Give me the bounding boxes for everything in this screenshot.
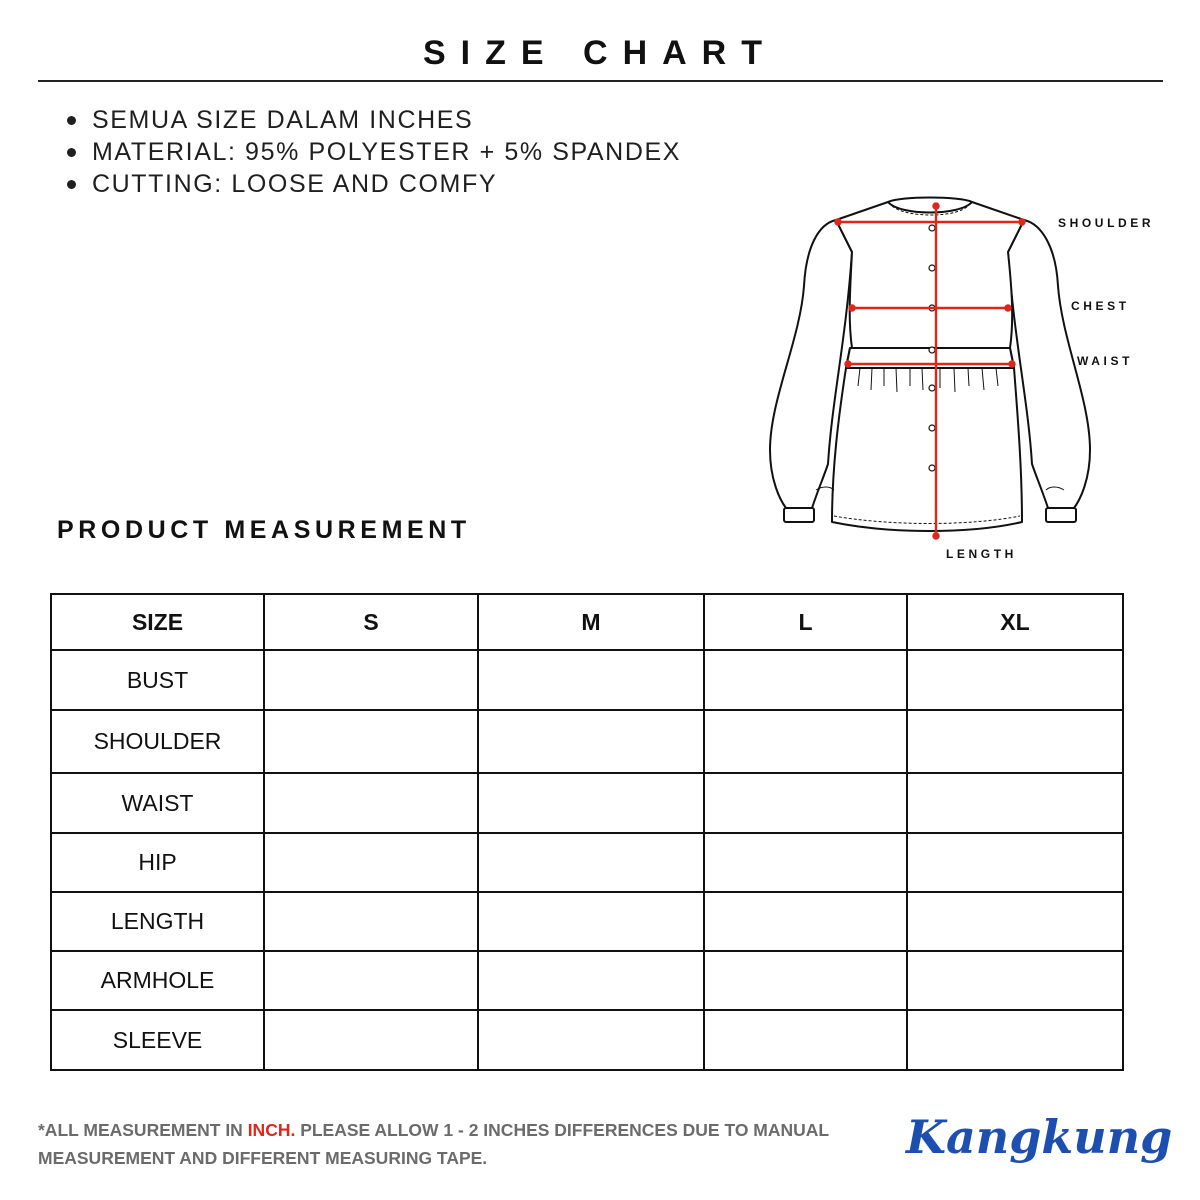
table-row [51, 773, 1123, 833]
brand-name: Kangkung [906, 1110, 1173, 1164]
row-label: BUST [51, 650, 264, 710]
header-cell-size: SIZE [51, 594, 264, 650]
note-item [64, 136, 681, 168]
table-cell [478, 650, 704, 710]
size-table [50, 593, 1124, 1071]
table-cell [704, 773, 907, 833]
title-divider [38, 80, 1163, 82]
waist-label: WAIST [1077, 354, 1133, 368]
note-item [64, 104, 681, 136]
brand-logo [900, 1095, 1173, 1180]
header-cell-l: L [704, 594, 907, 650]
kangkung-logo-icon [900, 1095, 1173, 1180]
shoulder-label: SHOULDER [1058, 216, 1155, 230]
blouse-illustration-icon [760, 190, 1200, 570]
footnote-highlight: INCH. [247, 1120, 296, 1140]
table-cell [264, 650, 478, 710]
table-header-row [51, 594, 1123, 650]
row-label: LENGTH [51, 892, 264, 951]
table-cell [704, 650, 907, 710]
table-cell [907, 951, 1123, 1010]
page-title: SIZE CHART [423, 34, 777, 72]
table-cell [907, 1010, 1123, 1070]
table-cell [704, 892, 907, 951]
table-cell [907, 833, 1123, 892]
chest-label: CHEST [1071, 299, 1130, 313]
header-cell-s: S [264, 594, 478, 650]
table-cell [907, 650, 1123, 710]
section-heading: PRODUCT MEASUREMENT [57, 516, 471, 544]
table-row [51, 650, 1123, 710]
table-row [51, 1010, 1123, 1070]
table-cell [907, 892, 1123, 951]
footnote-prefix: *ALL MEASUREMENT IN [38, 1120, 248, 1140]
footnote-suffix: PLEASE ALLOW 1 - 2 INCHES DIFFERENCES DUE TO MANUAL MEASUREMENT AND DIFFERENT MEASURING TAPE. [38, 1120, 829, 1168]
table-cell [264, 1010, 478, 1070]
table-cell [264, 773, 478, 833]
table-cell [264, 892, 478, 951]
table-cell [478, 1010, 704, 1070]
bullet-icon [67, 180, 76, 189]
bullet-icon [67, 148, 76, 157]
table-row [51, 951, 1123, 1010]
table-cell [478, 710, 704, 773]
note-item [64, 168, 681, 200]
row-label: SLEEVE [51, 1010, 264, 1070]
table-cell [264, 951, 478, 1010]
blouse-diagram [760, 190, 1200, 570]
table-cell [478, 833, 704, 892]
table-cell [478, 773, 704, 833]
table-cell [907, 710, 1123, 773]
note-text: SEMUA SIZE DALAM INCHES [92, 106, 474, 134]
table-row [51, 710, 1123, 773]
length-label: LENGTH [946, 547, 1017, 561]
row-label: SHOULDER [51, 710, 264, 773]
notes-list [64, 104, 681, 200]
row-label: WAIST [51, 773, 264, 833]
footnote [38, 1116, 858, 1172]
header-cell-m: M [478, 594, 704, 650]
table-cell [704, 833, 907, 892]
table-cell [478, 951, 704, 1010]
table-cell [264, 710, 478, 773]
table-cell [704, 710, 907, 773]
table-cell [704, 1010, 907, 1070]
table-cell [704, 951, 907, 1010]
header-cell-xl: XL [907, 594, 1123, 650]
row-label: HIP [51, 833, 264, 892]
table-row [51, 833, 1123, 892]
table-cell [478, 892, 704, 951]
table-cell [907, 773, 1123, 833]
note-text: MATERIAL: 95% POLYESTER + 5% SPANDEX [92, 138, 682, 166]
row-label: ARMHOLE [51, 951, 264, 1010]
note-text: CUTTING: LOOSE AND COMFY [92, 170, 498, 198]
table-cell [264, 833, 478, 892]
bullet-icon [67, 116, 76, 125]
table-row [51, 892, 1123, 951]
